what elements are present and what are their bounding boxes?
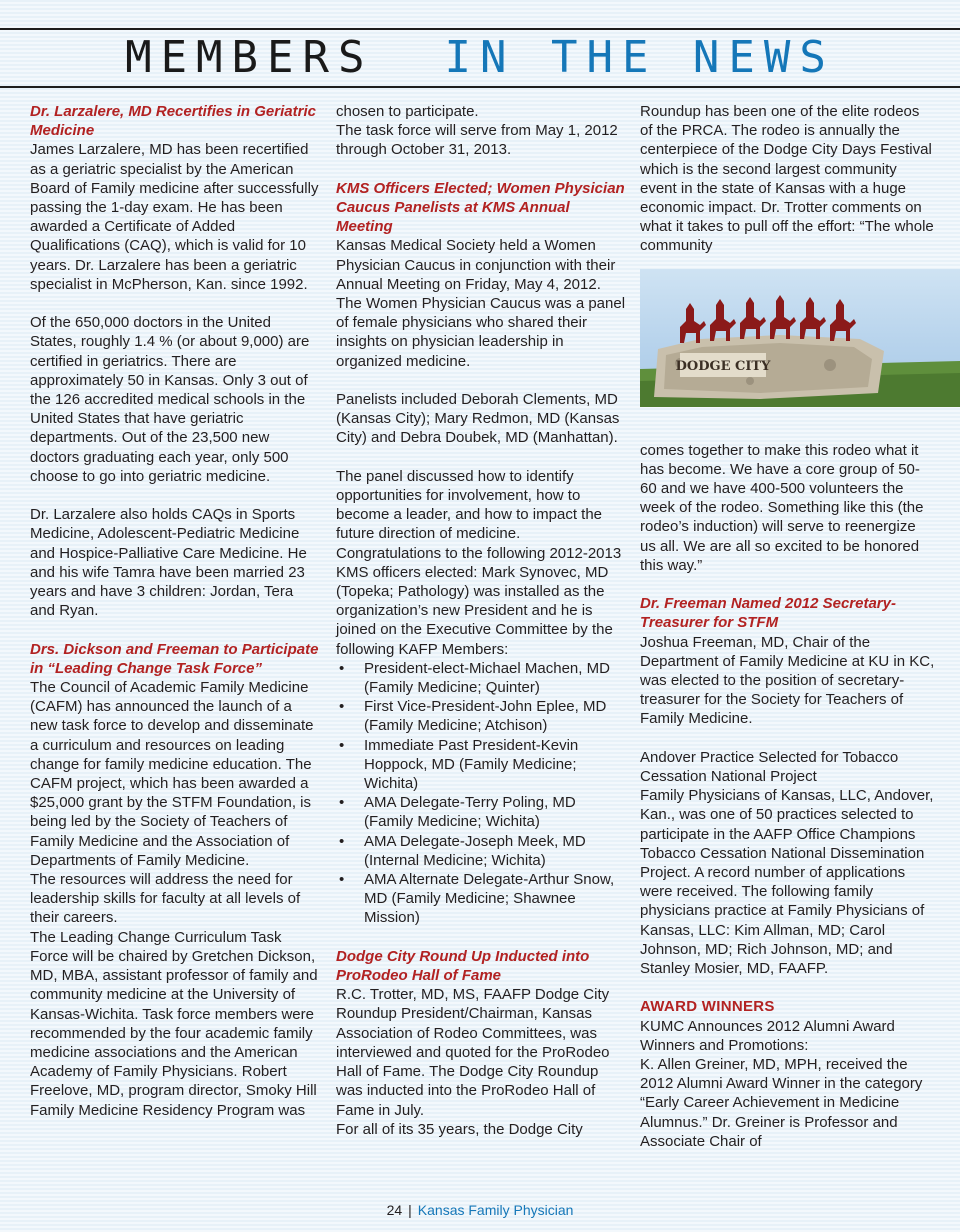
article-paragraph: K. Allen Greiner, MD, MPH, received the 2012 Alumni Award Winner in the category “Early Career Achievement in Medicine Alumnus.” Dr. Greiner is Professor and Associate Chair of [640,1056,923,1150]
sign-text: DODGE CITY [675,358,771,374]
page-number: 24 [386,1202,403,1218]
article-paragraph: The Council of Academic Family Medicine (CAFM) has announced the launch of a new task force to develop and disseminate a curriculum and resources on leading change for family medicine education. The CAFM project, which has been awarded a $25,000 grant by the STFM Foundation, is being led by the Society of Teachers of Family Medicine and the Association of Departments of Family Medicine. [30,679,314,869]
article-paragraph: The panel discussed how to identify opportunities for involvement, how to become a leader, and how to impact the future direction of medicine. [336,467,603,543]
list-item: • AMA Delegate-Joseph Meek, MD (Internal Medicine; Wichita) [336,832,626,870]
dodge-city-sign-photo [640,269,960,407]
list-item: • AMA Delegate-Terry Poling, MD (Family Medicine; Wichita) [336,793,626,831]
page-footer [0,1200,960,1220]
masthead-rule [0,86,960,88]
article-heading-dodge-city: Dodge City Round Up Inducted into ProRodeo Hall of Fame [336,947,590,985]
column-3 [640,102,935,1151]
list-item: • First Vice-President-John Eplee, MD (Family Medicine; Atchison) [336,697,626,735]
list-item: • AMA Alternate Delegate-Arthur Snow, MD (Family Medicine; Shawnee Mission) [336,870,626,928]
article-subheading-andover: Andover Practice Selected for Tobacco Cessation National Project [640,748,899,786]
article-paragraph: Family Physicians of Kansas, LLC, Andover, Kan., was one of 50 practices selected to participate in the AAFP Office Champions Tobacco Cessation National Dissemination Project. A record number of applications were received. The following family physicians practice at Family Physicians of Kansas, LLC: Kim Allman, MD; Carol Johnson, MD; Rich Johnson, MD; and Stanley Mosier, MD, FAAFP. [640,787,934,978]
article-paragraph: Joshua Freeman, MD, Chair of the Department of Family Medicine at KU in KC, was elected to the position of secretary-treasurer for the Society for Teachers of Family Medicine. [640,633,935,728]
article-heading-task-force: Drs. Dickson and Freeman to Participate in “Leading Change Task Force” [30,640,319,677]
article-paragraph: Panelists included Deborah Clements, MD (Kansas City); Mary Redmon, MD (Kansas City) and Debra Doubek, MD (Manhattan). [336,391,620,447]
article-heading-larzalere: Dr. Larzalere, MD Recertifies in Geriatric Medicine [30,103,316,140]
page-title-in-the-news: IN THE NEWS [444,32,835,83]
list-item: • President-elect-Michael Machen, MD (Family Medicine; Quinter) [336,659,626,697]
article-heading-freeman: Dr. Freeman Named 2012 Secretary-Treasurer for STFM [640,595,896,632]
footer-separator: | [408,1202,412,1218]
article-paragraph: The task force will serve from May 1, 2012 through October 31, 2013. [336,122,618,159]
photo-illustration [640,269,960,407]
page-title [0,30,960,86]
article-paragraph: KUMC Announces 2012 Alumni Award Winners and Promotions: [640,1017,895,1054]
article-paragraph: Kansas Medical Society held a Women Physician Caucus in conjunction with their Annual Meeting on Friday, May 4, 2012. The Women Physician Caucus was a panel of female physicians who shared their insights on physician leadership in organized medicine. [336,237,626,370]
article-paragraph: The resources will address the need for leadership skills for faculty at all levels of their careers. [30,871,301,927]
column-1 [30,102,320,1120]
article-heading-kms-officers: KMS Officers Elected; Women Physician Caucus Panelists at KMS Annual Meeting [336,179,625,236]
article-paragraph: R.C. Trotter, MD, MS, FAAFP Dodge City Roundup President/Chairman, Kansas Association of Rodeo Committees, was interviewed and quoted for the ProRodeo Hall of Fame. The Dodge City Roundup was inducted into the ProRodeo Hall of Fame in July. [336,986,610,1119]
publication-name: Kansas Family Physician [417,1202,574,1218]
article-paragraph: For all of its 35 years, the Dodge City [336,1120,583,1138]
article-paragraph: Dr. Larzalere also holds CAQs in Sports Medicine, Adolescent-Pediatric Medicine and Hospice-Palliative Care Medicine. He and his wife Tamra have been married 23 years and have 3 children: Jordan, Tera and Ryan. [30,506,307,620]
article-paragraph: chosen to participate. [336,103,479,120]
article-paragraph: James Larzalere, MD has been recertified as a geriatric specialist by the American Board of Family medicine after successfully passing the 1-day exam. He has been awarded a Certificate of Added Qualifications (CAQ), which is valid for 10 years. Dr. Larzalere has been a geriatric specialist in McPherson, Kan. since 1992. [30,141,319,293]
article-paragraph: Roundup has been one of the elite rodeos of the PRCA. The rodeo is annually the centerpiece of the Dodge City Days Festival which is the second largest community event in the state of Kansas with a huge economic impact. Dr. Trotter comments on what it takes to pull off the effort: “The whole community [640,103,934,255]
article-paragraph: comes together to make this rodeo what it has become. We have a core group of 50-60 and we have 400-500 volunteers the week of the rodeo. Something like this (the rodeo’s induction) will serve to reenergize us all. We are all so excited to be honored this way.” [640,441,924,574]
column-2 [336,102,626,1139]
article-paragraph: Of the 650,000 doctors in the United States, roughly 1.4 % (or about 9,000) are certified in geriatrics. There are approximately 50 in Kansas. Only 3 out of the 126 accredited medical schools in the United States that have geriatric departments. Out of the 23,500 new doctors graduating each year, only 500 choose to go into geriatric medicine. [30,314,310,485]
page-title-members: MEMBERS [125,32,374,83]
article-paragraph: Congratulations to the following 2012-2013 KMS officers elected: Mark Synovec, MD (Topeka; Pathology) was installed as the organization’s new President and he is joined on the Executive Committee by the following KAFP Members: [336,544,622,658]
article-paragraph: The Leading Change Curriculum Task Force will be chaired by Gretchen Dickson, MD, MBA, assistant professor of family and community medicine at the University of Kansas-Wichita. Task force members were recommended by the four academic family medicine associations and the American Academy of Family Physicians. Robert Freelove, MD, program director, Smoky Hill Family Medicine Residency Program was [30,928,318,1119]
section-heading-award-winners: AWARD WINNERS [640,998,775,1016]
officer-list [336,659,626,928]
list-item: • Immediate Past President-Kevin Hoppock, MD (Family Medicine; Wichita) [336,736,626,794]
